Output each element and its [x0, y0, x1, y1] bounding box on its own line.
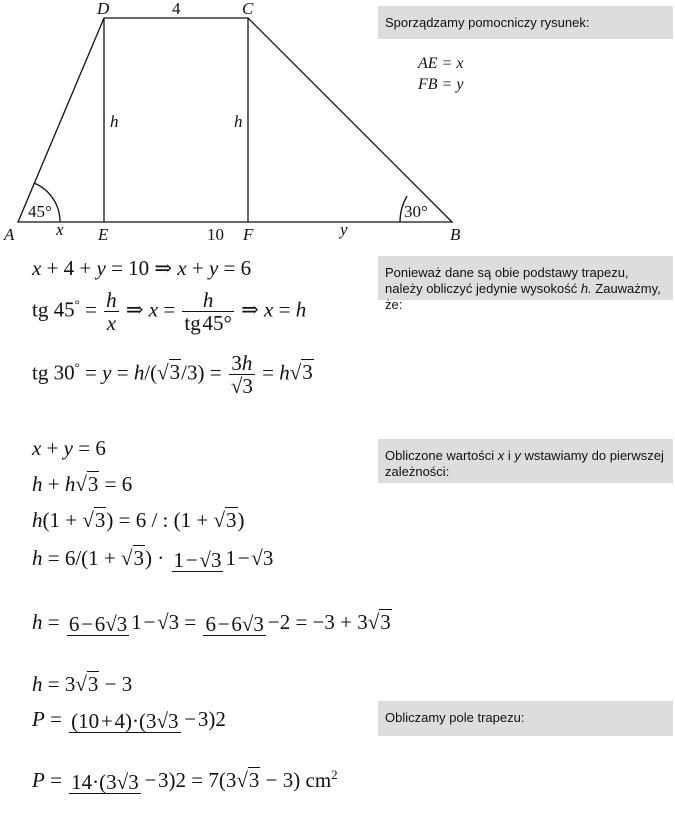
equation-h-result: h = 3√3 − 3 [32, 672, 133, 696]
segment-y-label: y [340, 220, 348, 239]
vertex-c: C [242, 0, 254, 18]
angle-label-b: 30° [404, 202, 428, 221]
height-label-right: h [234, 112, 243, 131]
vertex-f: F [243, 225, 254, 244]
note-drawing: Sporządzamy pomocniczy rysunek: [378, 6, 673, 39]
equation-sum-bases: x + 4 + y = 10 ⇒ x + y = 6 [32, 256, 252, 280]
equation-area-formula: P = (10 + 4)·(3√3 − 3)2 [32, 707, 226, 733]
definition-fb: FB = y [418, 76, 464, 93]
vertex-d: D [97, 0, 110, 18]
top-base-label: 4 [172, 0, 181, 18]
equation-tg45: tg 45° = $\frac{h}{x}$ ⇒ x = $\frac{h}{tg 45^\circ}$ ⇒ x = h [32, 288, 307, 336]
equation-h-simplify: h = 6 − 6√3 1 − √3 = 6 − 6√3 −2 = −3 + 3√3 [32, 610, 391, 636]
note-substitute: Obliczone wartości x i y wstawiamy do pierwszej zależności: [378, 439, 673, 483]
angle-label-a: 45° [28, 202, 52, 221]
equation-tg30: tg 30° = y = h/(√3/3) = $\frac{3h}{√3}$ = h√3 [32, 351, 313, 399]
definition-ae: AE = x [418, 55, 464, 72]
vertex-b: B [450, 225, 461, 244]
equation-x-plus-y: x + y = 6 [32, 436, 106, 460]
note-height: Ponieważ dane są obie podstawy trapezu, należy obliczyć jedynie wysokość h. Zauważmy, że: [378, 256, 673, 300]
note-area: Obliczamy pole trapezu: [378, 701, 673, 736]
height-label-left: h [110, 112, 119, 131]
vertex-a: A [4, 225, 15, 244]
equation-area-result: P = 14·(3√3 − 3)2 = 7(3√3 − 3) $cm^2$ [32, 767, 338, 794]
bottom-base-label: 10 [207, 225, 224, 244]
vertex-e: E [98, 225, 109, 244]
equation-h-sum: h + h√3 = 6 [32, 472, 133, 496]
equation-h-factor: h(1 + √3) = 6 / : (1 + √3) [32, 508, 245, 532]
equation-h-rationalize: h = 6/(1 + √3) · 1 − √3 1 − √3 [32, 546, 274, 572]
segment-x-label: x [56, 220, 64, 239]
